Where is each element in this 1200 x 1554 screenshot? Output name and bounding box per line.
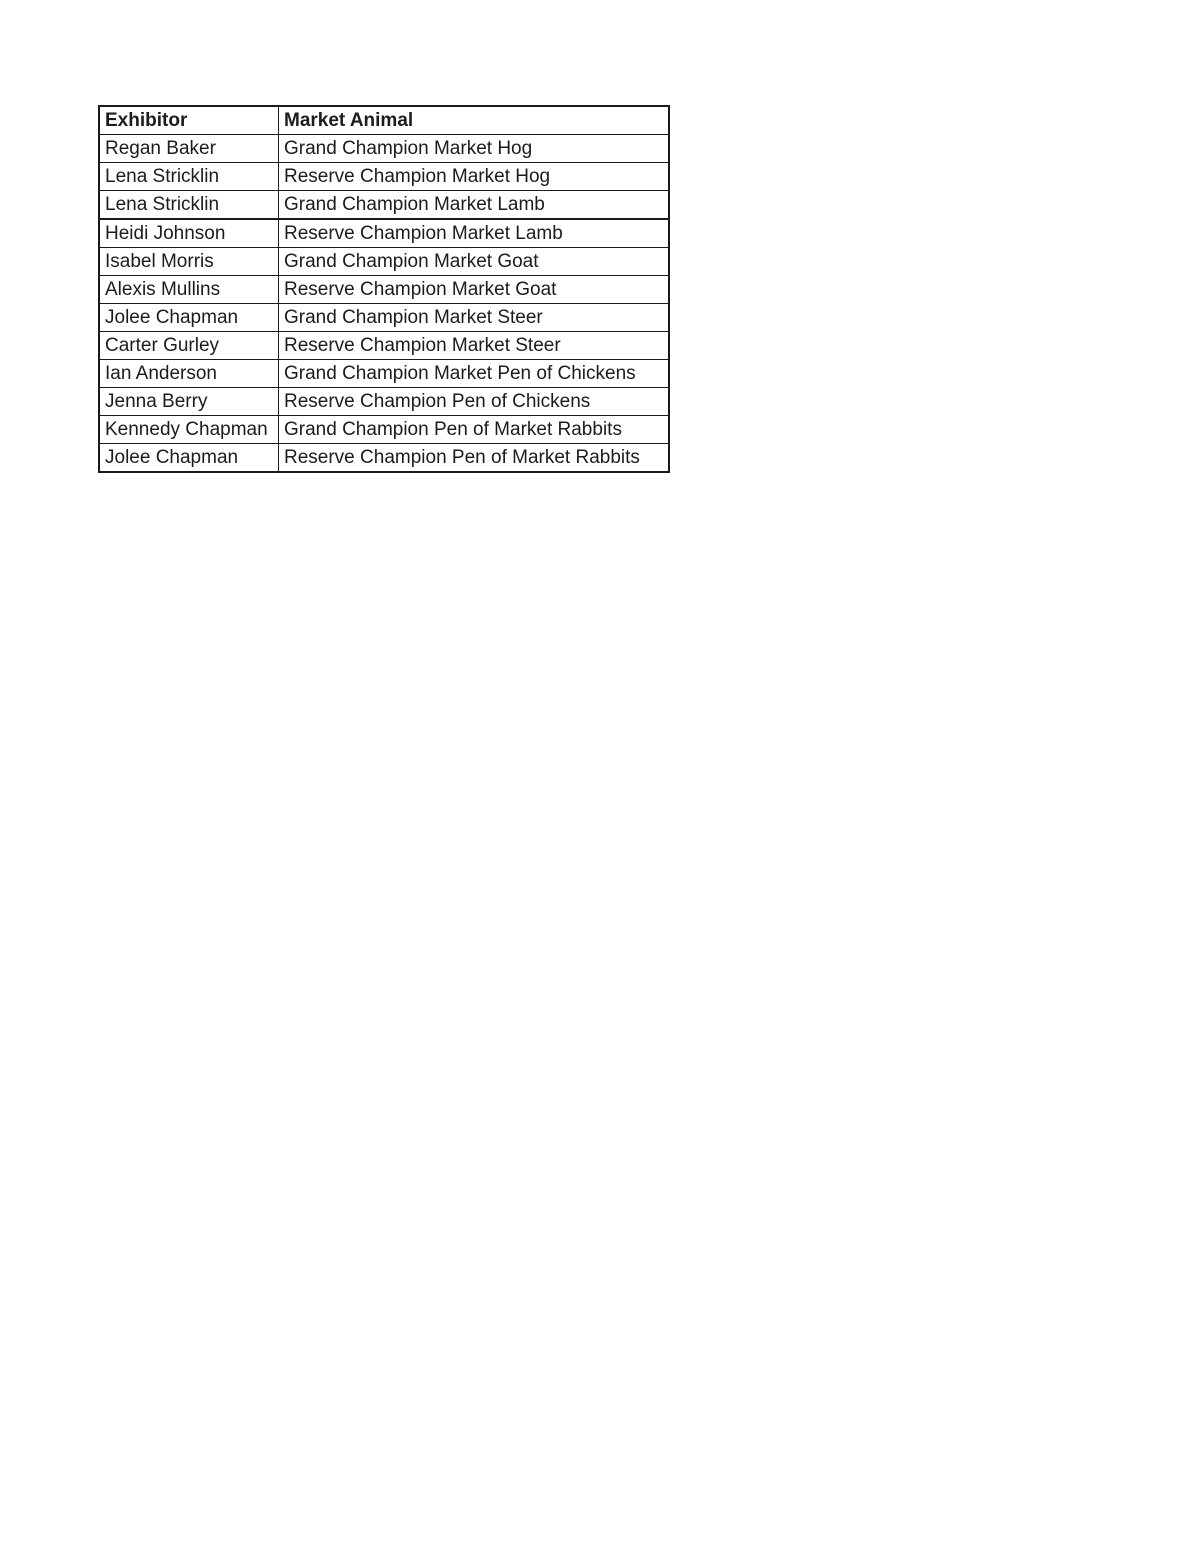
table-row <box>99 360 669 388</box>
market-animal-cell: Reserve Champion Pen of Chickens <box>279 388 670 416</box>
market-animal-cell: Reserve Champion Market Hog <box>279 163 670 191</box>
table-row <box>99 304 669 332</box>
table-row <box>99 219 669 248</box>
exhibitor-cell: Heidi Johnson <box>99 219 279 248</box>
table-body <box>99 135 669 473</box>
market-animal-cell: Grand Champion Market Goat <box>279 248 670 276</box>
header-row <box>99 106 669 135</box>
exhibitor-cell: Kennedy Chapman <box>99 416 279 444</box>
exhibitor-cell: Ian Anderson <box>99 360 279 388</box>
table-row <box>99 416 669 444</box>
market-animal-cell: Reserve Champion Market Steer <box>279 332 670 360</box>
market-animal-cell: Reserve Champion Pen of Market Rabbits <box>279 444 670 473</box>
exhibitor-cell: Lena Stricklin <box>99 191 279 220</box>
market-animal-cell: Grand Champion Market Steer <box>279 304 670 332</box>
exhibitor-cell: Regan Baker <box>99 135 279 163</box>
exhibitor-cell: Jolee Chapman <box>99 444 279 473</box>
table-row <box>99 163 669 191</box>
market-animal-cell: Grand Champion Market Hog <box>279 135 670 163</box>
table-row <box>99 191 669 220</box>
market-animal-cell: Reserve Champion Market Goat <box>279 276 670 304</box>
market-animal-cell: Grand Champion Market Lamb <box>279 191 670 220</box>
table-row <box>99 248 669 276</box>
market-animal-cell: Reserve Champion Market Lamb <box>279 219 670 248</box>
column-header-market-animal: Market Animal <box>279 106 670 135</box>
market-animal-champions-table <box>98 105 670 473</box>
table-row <box>99 135 669 163</box>
column-header-exhibitor: Exhibitor <box>99 106 279 135</box>
table-row <box>99 444 669 473</box>
table-row <box>99 276 669 304</box>
table-row <box>99 332 669 360</box>
exhibitor-cell: Jolee Chapman <box>99 304 279 332</box>
exhibitor-cell: Lena Stricklin <box>99 163 279 191</box>
exhibitor-cell: Alexis Mullins <box>99 276 279 304</box>
exhibitor-cell: Carter Gurley <box>99 332 279 360</box>
exhibitor-cell: Isabel Morris <box>99 248 279 276</box>
table-row <box>99 388 669 416</box>
market-animal-cell: Grand Champion Market Pen of Chickens <box>279 360 670 388</box>
market-animal-cell: Grand Champion Pen of Market Rabbits <box>279 416 670 444</box>
table-header <box>99 106 669 135</box>
exhibitor-cell: Jenna Berry <box>99 388 279 416</box>
